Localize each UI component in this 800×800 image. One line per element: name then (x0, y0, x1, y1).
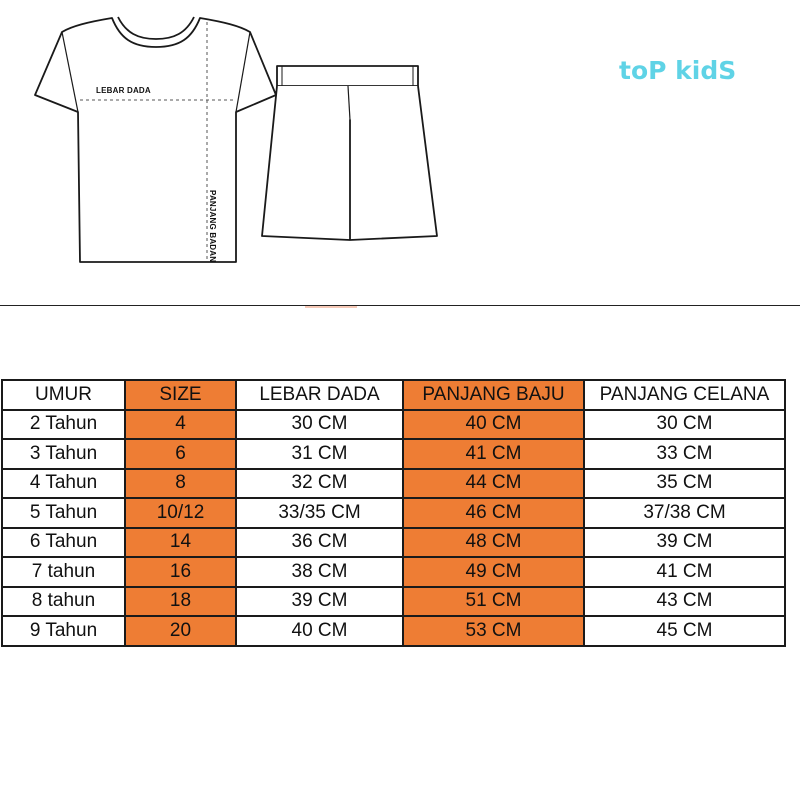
cell-umur: 7 tahun (2, 557, 125, 587)
cell-size: 18 (125, 587, 236, 617)
cell-umur: 9 Tahun (2, 616, 125, 646)
header-umur: UMUR (2, 380, 125, 410)
cell-size: 20 (125, 616, 236, 646)
cell-panjang-baju: 49 CM (403, 557, 584, 587)
cell-size: 16 (125, 557, 236, 587)
cell-lebar-dada: 32 CM (236, 469, 403, 499)
cell-umur: 8 tahun (2, 587, 125, 617)
cell-panjang-baju: 53 CM (403, 616, 584, 646)
cell-lebar-dada: 36 CM (236, 528, 403, 558)
table-row (2, 528, 785, 558)
cell-lebar-dada: 33/35 CM (236, 498, 403, 528)
table-row (2, 498, 785, 528)
size-chart-table (1, 379, 786, 647)
table-row (2, 469, 785, 499)
cell-lebar-dada: 30 CM (236, 410, 403, 440)
cell-panjang-celana: 30 CM (584, 410, 785, 440)
cell-size: 6 (125, 439, 236, 469)
table-row (2, 557, 785, 587)
size-chart-body (2, 380, 785, 646)
cell-panjang-celana: 37/38 CM (584, 498, 785, 528)
divider-accent (305, 306, 357, 308)
brand-logo: toP kidS (619, 56, 737, 85)
shorts-drawing (262, 66, 437, 240)
cell-umur: 2 Tahun (2, 410, 125, 440)
cell-panjang-baju: 51 CM (403, 587, 584, 617)
cell-lebar-dada: 40 CM (236, 616, 403, 646)
body-length-label: PANJANG BADAN (208, 190, 217, 263)
header-row (2, 380, 785, 410)
cell-lebar-dada: 38 CM (236, 557, 403, 587)
cell-panjang-celana: 35 CM (584, 469, 785, 499)
header-size: SIZE (125, 380, 236, 410)
cell-panjang-baju: 48 CM (403, 528, 584, 558)
cell-panjang-celana: 39 CM (584, 528, 785, 558)
cell-panjang-celana: 33 CM (584, 439, 785, 469)
cell-panjang-celana: 41 CM (584, 557, 785, 587)
section-divider (0, 305, 800, 306)
cell-lebar-dada: 31 CM (236, 439, 403, 469)
cell-umur: 4 Tahun (2, 469, 125, 499)
tshirt-drawing (35, 17, 276, 262)
cell-panjang-celana: 45 CM (584, 616, 785, 646)
header-lebar-dada: LEBAR DADA (236, 380, 403, 410)
cell-umur: 3 Tahun (2, 439, 125, 469)
cell-umur: 5 Tahun (2, 498, 125, 528)
cell-size: 10/12 (125, 498, 236, 528)
cell-size: 4 (125, 410, 236, 440)
table-row (2, 410, 785, 440)
table-row (2, 439, 785, 469)
cell-panjang-celana: 43 CM (584, 587, 785, 617)
cell-size: 8 (125, 469, 236, 499)
table-row (2, 616, 785, 646)
cell-umur: 6 Tahun (2, 528, 125, 558)
cell-panjang-baju: 46 CM (403, 498, 584, 528)
header-panjang-baju: PANJANG BAJU (403, 380, 584, 410)
chest-width-label: LEBAR DADA (96, 86, 151, 95)
header-panjang-celana: PANJANG CELANA (584, 380, 785, 410)
cell-lebar-dada: 39 CM (236, 587, 403, 617)
cell-panjang-baju: 44 CM (403, 469, 584, 499)
table-row (2, 587, 785, 617)
cell-size: 14 (125, 528, 236, 558)
cell-panjang-baju: 41 CM (403, 439, 584, 469)
cell-panjang-baju: 40 CM (403, 410, 584, 440)
garment-illustration (0, 0, 800, 310)
